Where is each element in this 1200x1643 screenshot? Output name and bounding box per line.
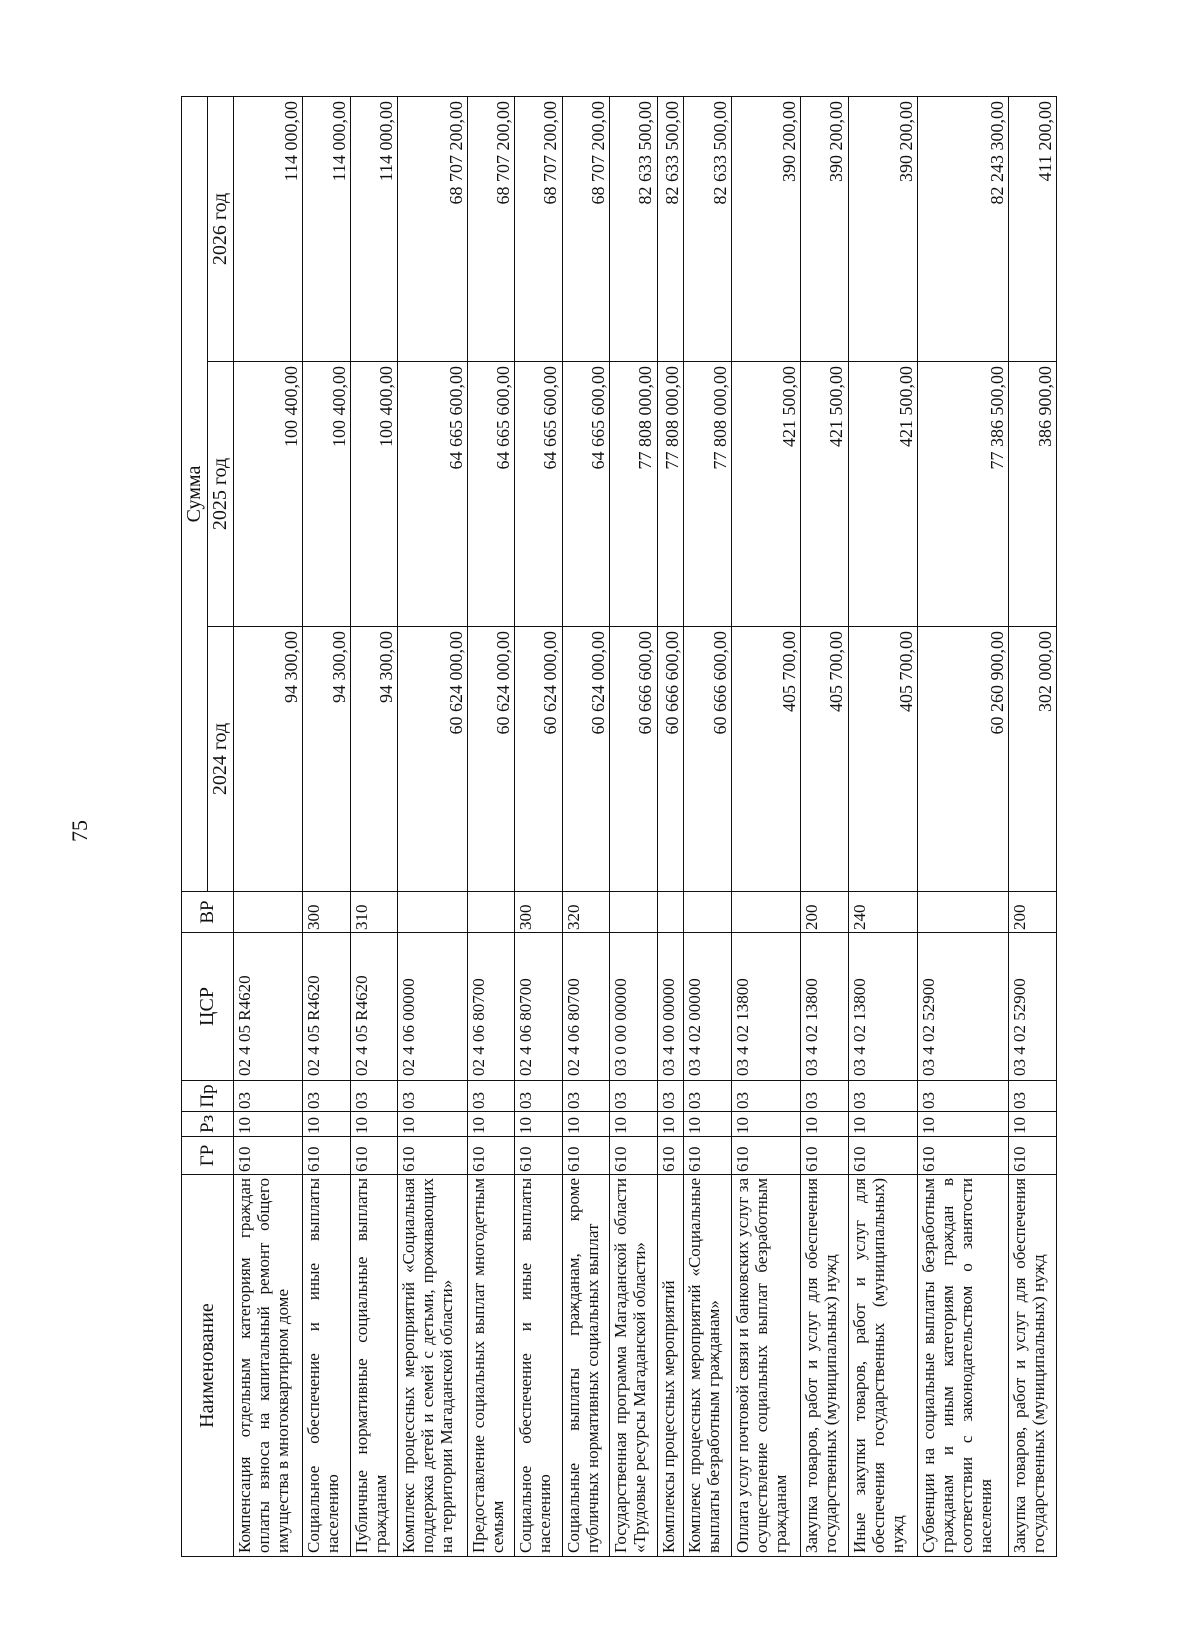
- row-csr: 02 4 06 80700: [467, 933, 514, 1081]
- row-amount-2025: 64 665 600,00: [562, 362, 609, 627]
- row-csr: 02 4 06 00000: [398, 933, 467, 1081]
- row-amount-2026: 82 633 500,00: [684, 96, 731, 361]
- row-name: Социальное обеспечение и иные выплаты населению: [303, 1175, 350, 1557]
- row-vr: 320: [562, 892, 609, 933]
- row-vr: [684, 892, 731, 933]
- row-name: Иные закупки товаров, работ и услуг для обеспечения государственных (муниципальных) нужд: [848, 1175, 917, 1557]
- row-csr: 03 4 02 13800: [848, 933, 917, 1081]
- row-amount-2024: 405 700,00: [848, 627, 917, 892]
- row-amount-2026: 82 633 500,00: [657, 96, 684, 361]
- row-gr: 610: [848, 1137, 917, 1175]
- row-gr: 610: [234, 1137, 303, 1175]
- table-row: [303, 96, 350, 1556]
- row-rz: 10: [398, 1112, 467, 1137]
- row-gr: 610: [1009, 1137, 1057, 1175]
- row-amount-2024: 94 300,00: [303, 627, 350, 892]
- row-gr: 610: [610, 1137, 657, 1175]
- row-pr: 03: [1009, 1081, 1057, 1112]
- row-gr: 610: [515, 1137, 562, 1175]
- row-gr: 610: [657, 1137, 684, 1175]
- row-amount-2026: 68 707 200,00: [398, 96, 467, 361]
- row-vr: [731, 892, 800, 933]
- row-amount-2026: 390 200,00: [801, 96, 848, 361]
- row-pr: 03: [731, 1081, 800, 1112]
- row-amount-2024: 94 300,00: [234, 627, 303, 892]
- row-amount-2024: 405 700,00: [801, 627, 848, 892]
- row-csr: 03 4 02 13800: [731, 933, 800, 1081]
- row-vr: 310: [350, 892, 397, 933]
- row-vr: 200: [801, 892, 848, 933]
- row-name: Закупка товаров, работ и услуг для обеспечения государственных (муниципальных) нужд: [801, 1175, 848, 1557]
- row-rz: 10: [731, 1112, 800, 1137]
- row-vr: 300: [515, 892, 562, 933]
- row-pr: 03: [848, 1081, 917, 1112]
- row-vr: [610, 892, 657, 933]
- row-csr: 02 4 05 R4620: [303, 933, 350, 1081]
- row-name: Государственная программа Магаданской области «Трудовые ресурсы Магаданской области»: [610, 1175, 657, 1557]
- row-name: Комплексы процессных мероприятий: [657, 1175, 684, 1557]
- row-rz: 10: [1009, 1112, 1057, 1137]
- row-amount-2024: 94 300,00: [350, 627, 397, 892]
- row-pr: 03: [657, 1081, 684, 1112]
- row-csr: 03 4 02 52900: [1009, 933, 1057, 1081]
- header-sum: Сумма: [182, 96, 208, 891]
- row-amount-2025: 64 665 600,00: [515, 362, 562, 627]
- row-amount-2024: 60 666 600,00: [610, 627, 657, 892]
- row-pr: 03: [801, 1081, 848, 1112]
- row-rz: 10: [848, 1112, 917, 1137]
- table-row: [515, 96, 562, 1556]
- row-amount-2024: 60 666 600,00: [684, 627, 731, 892]
- row-amount-2025: 421 500,00: [848, 362, 917, 627]
- row-vr: [398, 892, 467, 933]
- row-amount-2026: 114 000,00: [350, 96, 397, 361]
- row-rz: 10: [467, 1112, 514, 1137]
- row-amount-2026: 114 000,00: [303, 96, 350, 361]
- rotated-table-container: [181, 97, 1057, 1557]
- table-row: [684, 96, 731, 1556]
- table-row: [801, 96, 848, 1556]
- row-pr: 03: [610, 1081, 657, 1112]
- row-pr: 03: [515, 1081, 562, 1112]
- row-name: Социальное обеспечение и иные выплаты населению: [515, 1175, 562, 1557]
- table-row: [657, 96, 684, 1556]
- row-vr: [918, 892, 1009, 933]
- row-amount-2025: 77 808 000,00: [684, 362, 731, 627]
- row-gr: 610: [801, 1137, 848, 1175]
- row-amount-2025: 386 900,00: [1009, 362, 1057, 627]
- row-gr: 610: [562, 1137, 609, 1175]
- row-amount-2025: 100 400,00: [234, 362, 303, 627]
- row-vr: [467, 892, 514, 933]
- table-row: [562, 96, 609, 1556]
- row-amount-2024: 60 624 000,00: [562, 627, 609, 892]
- row-rz: 10: [562, 1112, 609, 1137]
- row-amount-2025: 421 500,00: [731, 362, 800, 627]
- row-amount-2025: 64 665 600,00: [398, 362, 467, 627]
- row-gr: 610: [467, 1137, 514, 1175]
- table-body: [234, 96, 1057, 1556]
- row-amount-2026: 82 633 500,00: [610, 96, 657, 361]
- row-name: Публичные нормативные социальные выплаты гражданам: [350, 1175, 397, 1557]
- table-row: [398, 96, 467, 1556]
- table-row: [848, 96, 917, 1556]
- row-vr: 300: [303, 892, 350, 933]
- row-csr: 03 4 02 00000: [684, 933, 731, 1081]
- row-csr: 03 4 00 00000: [657, 933, 684, 1081]
- row-amount-2025: 100 400,00: [350, 362, 397, 627]
- row-amount-2026: 68 707 200,00: [515, 96, 562, 361]
- row-vr: 240: [848, 892, 917, 933]
- row-amount-2025: 64 665 600,00: [467, 362, 514, 627]
- row-rz: 10: [684, 1112, 731, 1137]
- table-row: [731, 96, 800, 1556]
- header-vr: ВР: [182, 892, 234, 933]
- row-name: Субвенции на социальные выплаты безработным гражданам и иным категориям граждан в соответствии с законодательством о занятости населения: [918, 1175, 1009, 1557]
- row-pr: 03: [562, 1081, 609, 1112]
- budget-table: [181, 96, 1057, 1557]
- row-pr: 03: [918, 1081, 1009, 1112]
- row-rz: 10: [657, 1112, 684, 1137]
- row-amount-2024: 405 700,00: [731, 627, 800, 892]
- row-amount-2026: 68 707 200,00: [562, 96, 609, 361]
- row-gr: 610: [731, 1137, 800, 1175]
- row-vr: [234, 892, 303, 933]
- row-pr: 03: [303, 1081, 350, 1112]
- row-pr: 03: [234, 1081, 303, 1112]
- row-name: Социальные выплаты гражданам, кроме публичных нормативных социальных выплат: [562, 1175, 609, 1557]
- row-name: Комплекс процессных мероприятий «Социальные выплаты безработным гражданам»: [684, 1175, 731, 1557]
- row-amount-2024: 302 000,00: [1009, 627, 1057, 892]
- row-gr: 610: [350, 1137, 397, 1175]
- table-row: [467, 96, 514, 1556]
- row-amount-2024: 60 624 000,00: [398, 627, 467, 892]
- table-row: [350, 96, 397, 1556]
- row-amount-2024: 60 624 000,00: [515, 627, 562, 892]
- table-row: [610, 96, 657, 1556]
- row-name: Компенсация отдельным категориям граждан оплаты взноса на капитальный ремонт общего имущества в многоквартирном доме: [234, 1175, 303, 1557]
- row-vr: 200: [1009, 892, 1057, 933]
- row-amount-2024: 60 624 000,00: [467, 627, 514, 892]
- row-csr: 02 4 05 R4620: [350, 933, 397, 1081]
- row-amount-2025: 77 808 000,00: [610, 362, 657, 627]
- row-vr: [657, 892, 684, 933]
- table-row: [234, 96, 303, 1556]
- row-name: Оплата услуг почтовой связи и банковских услуг за осуществление социальных выплат безработным гражданам: [731, 1175, 800, 1557]
- row-gr: 610: [303, 1137, 350, 1175]
- header-year-2026: 2026 год: [208, 96, 234, 361]
- row-rz: 10: [610, 1112, 657, 1137]
- row-pr: 03: [684, 1081, 731, 1112]
- header-year-2025: 2025 год: [208, 362, 234, 627]
- row-gr: 610: [398, 1137, 467, 1175]
- header-name: Наименование: [182, 1175, 234, 1557]
- page-number: 75: [67, 820, 92, 842]
- row-csr: 02 4 06 80700: [562, 933, 609, 1081]
- row-amount-2024: 60 260 900,00: [918, 627, 1009, 892]
- row-rz: 10: [350, 1112, 397, 1137]
- row-rz: 10: [515, 1112, 562, 1137]
- row-amount-2026: 411 200,00: [1009, 96, 1057, 361]
- row-name: Комплекс процессных мероприятий «Социальная поддержка детей и семей с детьми, проживающих на территории Магаданской области»: [398, 1175, 467, 1557]
- row-csr: 03 4 02 13800: [801, 933, 848, 1081]
- row-amount-2025: 100 400,00: [303, 362, 350, 627]
- row-rz: 10: [303, 1112, 350, 1137]
- row-pr: 03: [398, 1081, 467, 1112]
- row-amount-2025: 421 500,00: [801, 362, 848, 627]
- header-csr: ЦСР: [182, 933, 234, 1081]
- row-amount-2026: 82 243 300,00: [918, 96, 1009, 361]
- row-amount-2025: 77 386 500,00: [918, 362, 1009, 627]
- row-csr: 02 4 05 R4620: [234, 933, 303, 1081]
- header-gr: ГР: [182, 1137, 234, 1175]
- row-name: Предоставление социальных выплат многодетным семьям: [467, 1175, 514, 1557]
- header-pr: Пр: [182, 1081, 234, 1112]
- table-row: [918, 96, 1009, 1556]
- row-amount-2026: 390 200,00: [848, 96, 917, 361]
- row-pr: 03: [350, 1081, 397, 1112]
- row-amount-2024: 60 666 600,00: [657, 627, 684, 892]
- row-name: Закупка товаров, работ и услуг для обеспечения государственных (муниципальных) нужд: [1009, 1175, 1057, 1557]
- header-rz: Рз: [182, 1112, 234, 1137]
- header-year-2024: 2024 год: [208, 627, 234, 892]
- row-amount-2026: 114 000,00: [234, 96, 303, 361]
- row-rz: 10: [918, 1112, 1009, 1137]
- row-rz: 10: [801, 1112, 848, 1137]
- table-row: [1009, 96, 1057, 1556]
- row-amount-2025: 77 808 000,00: [657, 362, 684, 627]
- row-amount-2026: 68 707 200,00: [467, 96, 514, 361]
- row-amount-2026: 390 200,00: [731, 96, 800, 361]
- row-csr: 03 0 00 00000: [610, 933, 657, 1081]
- row-csr: 02 4 06 80700: [515, 933, 562, 1081]
- row-gr: 610: [918, 1137, 1009, 1175]
- row-gr: 610: [684, 1137, 731, 1175]
- row-rz: 10: [234, 1112, 303, 1137]
- row-csr: 03 4 02 52900: [918, 933, 1009, 1081]
- row-pr: 03: [467, 1081, 514, 1112]
